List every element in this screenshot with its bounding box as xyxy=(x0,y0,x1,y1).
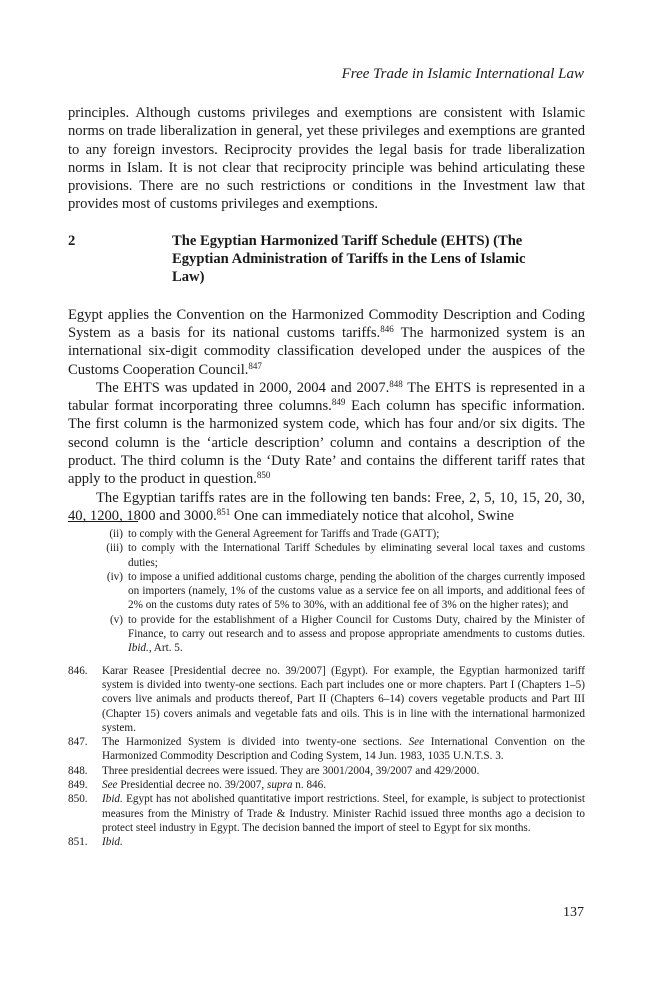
footnote-text xyxy=(102,792,585,835)
list-marker: (ii) xyxy=(109,528,123,540)
footnote-separator xyxy=(68,521,138,522)
ibid-italic: Ibid. xyxy=(102,793,123,806)
footnote-text xyxy=(102,835,585,849)
list-item xyxy=(68,570,585,613)
supra-italic: supra xyxy=(266,779,293,792)
list-item xyxy=(68,541,585,570)
footnote-851 xyxy=(68,835,585,849)
list-text-b: , Art. 5. xyxy=(148,642,183,655)
footnote-text xyxy=(102,735,585,764)
paragraph-4 xyxy=(68,489,585,526)
footnote-849 xyxy=(68,778,585,792)
list-marker: (iv) xyxy=(106,570,123,583)
footnote-ref-846: 846 xyxy=(380,323,394,334)
footnote-text: Karar Reasee [Presidential decree no. 39/2007] (Egypt). For example, the Egyptian harmonized tariff system is divided into twenty-one sections. Each part includes one or more chapters. Part I (Chapters 1–5) covers live animals and products thereof, Part II (Chapters 6–14) covers vegetable products and Part III (Chapter 15) covers animals and vegetable fats and oils. This is in line with the international harmonized system. xyxy=(102,664,585,734)
footnote-text xyxy=(102,778,585,792)
footnote-text-a: The Harmonized System is divided into twenty-one sections. xyxy=(102,736,409,749)
paragraph-3-text-c: Each column has specific information. The first column is the harmonized system code, which has four and/or six digits. The second column is the ‘article description’ column and contains a description of the product. The third column is the ‘Duty Rate’ and contains the different tariff rates that apply to the product in question. xyxy=(68,398,586,488)
list-marker: (iii) xyxy=(106,542,123,555)
footnote-847 xyxy=(68,735,585,764)
footnote-ref-847: 847 xyxy=(248,360,262,371)
paragraph-2 xyxy=(68,306,585,379)
main-text xyxy=(68,104,585,525)
list-text-a: to provide for the establishment of a Higher Council for Customs Duty, chaired by the Minister of Finance, to carry out research and to assess and propose appropriate amendments to customs duties. xyxy=(128,613,585,641)
section-heading xyxy=(68,232,585,287)
list-item xyxy=(68,527,585,541)
footnotes xyxy=(68,527,585,850)
footnote-ref-850: 850 xyxy=(256,470,271,481)
footnote-ref-851: 851 xyxy=(216,506,231,517)
list-text: to comply with the General Agreement for Tariffs and Trade (GATT); xyxy=(128,528,440,540)
footnote-846 xyxy=(68,664,585,735)
ibid-italic: Ibid. xyxy=(128,642,149,655)
footnote-number: 846. xyxy=(68,664,88,677)
paragraph-2-text-b: The harmonized system is an international six-digit commodity classification developed under the auspices of the Customs Cooperation Council. xyxy=(68,324,585,378)
see-italic: See xyxy=(102,779,118,792)
footnote-text: Three presidential decrees were issued. They are 3001/2004, 39/2007 and 429/2000. xyxy=(102,764,480,777)
list-text xyxy=(128,613,585,656)
paragraph-3 xyxy=(68,379,585,489)
footnote-continuation-list xyxy=(68,527,585,656)
footnote-text-a: Presidential decree no. 39/2007, xyxy=(117,779,267,792)
footnote-ref-848: 848 xyxy=(389,378,403,389)
section-number: 2 xyxy=(68,232,76,249)
paragraph-4-text-a: The Egyptian tariffs rates are in the following ten bands: Free, 2, 5, 10, 15, 20, 30, 40, 1200, 1800 and 3000. xyxy=(68,489,585,524)
list-marker: (v) xyxy=(109,613,123,626)
ibid-italic: Ibid. xyxy=(102,836,123,849)
footnote-number: 849. xyxy=(68,779,88,792)
see-italic: See xyxy=(408,736,425,749)
footnote-number: 847. xyxy=(68,736,88,749)
running-head: Free Trade in Islamic International Law xyxy=(341,66,584,82)
footnote-number: 851. xyxy=(68,836,88,849)
paragraph-4-text-b: One can immediately notice that alcohol, Swine xyxy=(230,507,514,524)
footnote-text-b: International Convention on the Harmonized Commodity Description and Coding System, 14 Jun. 1983, 1035 U.N.T.S. 3. xyxy=(102,736,585,763)
footnote-ref-849: 849 xyxy=(331,397,346,408)
footnote-848 xyxy=(68,764,585,778)
section-title: The Egyptian Harmonized Tariff Schedule (EHTS) (The Egyptian Administration of Tariffs in the Lens of Islamic Law) xyxy=(172,232,526,286)
footnote-850 xyxy=(68,792,585,835)
list-item xyxy=(68,613,585,656)
list-text: to comply with the International Tariff Schedules by eliminating several local taxes and customs duties; xyxy=(128,542,585,569)
footnote-number: 848. xyxy=(68,764,88,777)
footnote-number: 850. xyxy=(68,793,88,806)
footnote-text-a: Egypt has not abolished quantitative import restrictions. Steel, for example, is subject to protectionist measures from the Ministry of Trade & Industry. Minister Rachid issued three months ago a decision to protect steel industry in Egypt. The decision banned the import of steel to Egypt for six months. xyxy=(102,793,585,834)
footnote-text-b: n. 846. xyxy=(292,779,327,792)
list-text: to impose a unified additional customs charge, pending the abolition of the charges currently imposed on importers (namely, 1% of the customs value as a service fee on all imports, and additional fees of 2% on the customs duty rates of 5% to 30%, with an additional fee of 3% on the higher rates); and xyxy=(128,570,585,612)
page-number: 137 xyxy=(563,905,584,920)
paragraph-2-text-a: Egypt applies the Convention on the Harmonized Commodity Description and Coding System as a basis for its national customs tariffs. xyxy=(68,306,585,341)
paragraph-1: principles. Although customs privileges and exemptions are consistent with Islamic norms on trade liberalization in general, yet these privileges and exemptions are granted to any foreign investors. Reciprocity provides the legal basis for trade liberalization norms in Islam. It is not clear that reciprocity principle was behind articulating these provisions. There are no such restrictions or conditions in the Investment law that provides most of customs privileges and exemptions. xyxy=(68,105,585,213)
paragraph-3-text-b: The EHTS is represented in a tabular format incorporating three columns. xyxy=(68,379,585,415)
paragraph-3-text-a: The EHTS was updated in 2000, 2004 and 2007. xyxy=(96,379,390,396)
